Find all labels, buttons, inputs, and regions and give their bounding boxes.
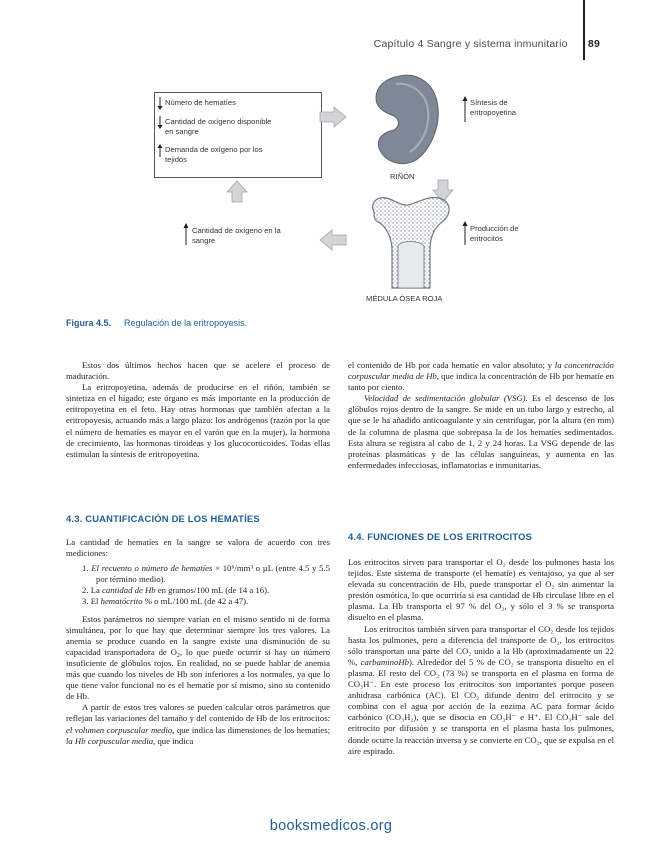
caption-number: Figura 4.5. (66, 318, 112, 328)
section-heading-4-4: 4.4. FUNCIONES DE LOS ERITROCITOS (348, 531, 533, 542)
measurements-list (66, 563, 330, 607)
synthesis-label: Síntesis de eritropoyetina (470, 98, 517, 117)
list-item: 3. El hematócrito % o mL/100 mL (de 42 a 47). (82, 596, 249, 607)
figure-caption (66, 318, 247, 328)
box-item-oxygen: Cantidad de oxígeno disponible en sangre (165, 117, 272, 136)
arrow-right-icon (318, 105, 348, 135)
right-column (348, 360, 614, 471)
arrow-left-icon (318, 228, 348, 254)
list-item: 1. El recuento o número de hematíes × 10⁶/mm³ o µL (entre 4.5 y 5.5 por término medio). (82, 563, 330, 585)
section-heading-4-3: 4.3. CUANTIFICACIÓN DE LOS HEMATÍES (66, 513, 260, 524)
marrow-label: MÉDULA ÓSEA ROJA (366, 294, 443, 303)
paragraph: Estos dos últimos hechos hacen que se acelere el proceso de maduración. (66, 360, 330, 382)
box-item-demand: Demanda de oxígeno por los tejidos (165, 145, 263, 164)
page-number: 89 (587, 38, 600, 50)
box-item-hematies: Número de hematíes (165, 98, 236, 107)
running-header (374, 38, 600, 50)
arrow-up-icon (183, 222, 189, 246)
left-column (66, 360, 330, 460)
arrow-up-icon (462, 220, 468, 246)
paragraph: Los eritrocitos también sirven para transportar el CO₂ desde los tejidos hasta los pulmones, pero a diferencia del transporte de O₂, los eritrocitos sólo transportan una parte del CO₂ unido a la Hb (aproximadamente un 22 %, carbaminoHb). Alrededor del 5 % de CO₂ se transporta disuelto en el plasma. El resto del CO₂ (73 %) se transporta en el plasma en forma de CO₃H⁻. En este proceso los eritrocitos son importantes porque poseen anhidrasa carbónica (AC). El CO₂ difunde dentro del eritrocito y se combina con el agua por acción de la enzima AC para formar ácido carbónico (CO₃H₂), que se disocia en CO₃H⁻ e H⁺. El CO₃H⁻ sale del eritrocito por difusión y se transporta en el plasma hasta los pulmones, donde ocurre la reacción inversa y se convierte en CO₂, que se expulsa en el aire espirado. (348, 623, 614, 756)
arrow-up-icon (157, 143, 163, 157)
bone-marrow-illustration (364, 190, 456, 294)
kidney-illustration (370, 72, 446, 172)
arrow-down-icon (157, 116, 163, 130)
paragraph: Los eritrocitos sirven para transportar el O₂ desde los pulmones hasta los tejidos. Este sistema de transporte (el hematíe) es ventajoso, ya que al ser elevada su concentración de Hb, puede transportar el O₂ sin aumentar la presión osmótica, lo que ocurriría si esa cantidad de Hb circulase libre en el plasma. La Hb transporta el 97 % del O₂, y sólo el 3 % se transporta disuelto en el plasma. (348, 557, 614, 623)
list-item: 2. La cantidad de Hb en gramos/100 mL (de 14 a 16). (82, 585, 270, 596)
header-rule (583, 0, 585, 60)
paragraph: A partir de estos tres valores se pueden calcular otros parámetros que reflejan las variaciones del tamaño y del contenido de Hb de los eritrocitos: el volumen corpuscular medio, que indica las dimensiones de los hematíes; la Hb corpuscular media, que indica (66, 702, 330, 746)
arrow-up-large-icon (226, 180, 248, 204)
left-column-2 (66, 537, 330, 747)
paragraph: Estos parámetros no siempre varían en el mismo sentido ni de forma simultánea, por lo que hay que determinar siempre los tres valores. La anemia se produce cuando en la sangre existe una disminución de su capacidad transportadora de $O_2$, lo que puede ocurrir si hay un número insuficiente de glóbulos rojos. En realidad, no se puede hablar de anemia más que cuando los niveles de Hb son inferiores a los normales, ya que lo que tiene valor funcional no es el hematíe por sí mismo, sino su contenido de Hb. (66, 613, 330, 702)
site-watermark: booksmedicos.org (269, 818, 393, 834)
paragraph: La cantidad de hematíes en la sangre se valora de acuerdo con tres mediciones: (66, 537, 330, 559)
paragraph: Velocidad de sedimentación globular (VSG). Es el descenso de los glóbulos rojos dentro de la sangre. Se mide en un tubo largo y estrecho, al que se le ha añadido anticoagulante y sin centrifugar, por la altura (en mm) de la columna de plasma que sobrepasa la de los hematíes sedimentados. Esta altura se registra al cabo de 1, 2 y 24 horas. La VSG depende de las proteínas plasmáticas y de las células sanguíneas, y aumenta en las enfermedades infecciosas, inflamatorias e inmunitarias. (348, 393, 614, 470)
production-label: Producción de eritrocitos (470, 224, 519, 243)
kidney-label: RIÑÓN (390, 172, 415, 181)
arrow-down-icon (157, 97, 163, 111)
paragraph: La eritropoyetina, además de producirse en el riñón, también se sintetiza en el hígado; este órgano es más importante en la producción de eritropoyetina en el feto. Hay otras hormonas que también afectan a la eritropoyesis, actuando más a largo plazo: los andrógenos (razón por la que el número de hematíes es mayor en el varón que en la mujer), la hormona de crecimiento, las hormonas tiroideas y los glucocorticoides. Todas ellas estimulan la síntesis de eritropoyetina. (66, 382, 330, 459)
paragraph: el contenido de Hb por cada hematíe en valor absoluto; y la concentración corpuscular media de Hb, que indica la concentración de Hb por hematíe en tanto por ciento. (348, 360, 614, 393)
arrow-up-icon (462, 95, 468, 123)
oxygen-label: Cantidad de oxígeno en la sangre (192, 226, 281, 245)
caption-text: Regulación de la eritropoyesis. (124, 318, 248, 328)
right-column-2 (348, 557, 614, 757)
chapter-title: Capítulo 4 Sangre y sistema inmunitario (373, 38, 568, 50)
